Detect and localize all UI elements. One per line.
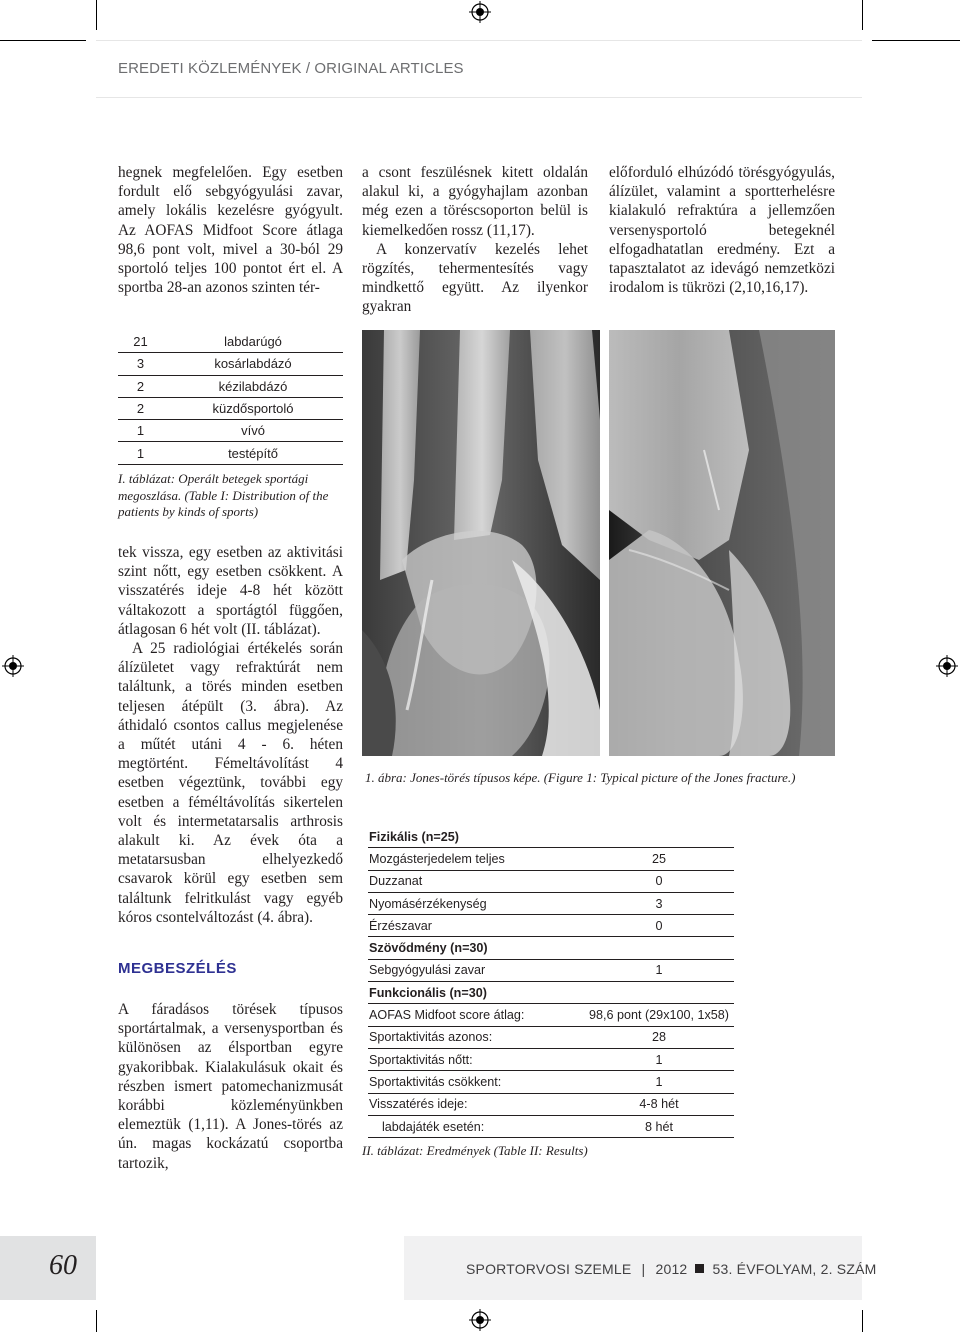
table-1-sports [118,331,343,465]
result-label: Sportaktivitás azonos: [368,1026,583,1048]
crop-mark [96,0,97,30]
athlete-count: 2 [118,397,163,419]
table-row [118,397,343,419]
crop-mark [96,1310,97,1332]
result-value [583,826,734,848]
result-value: 0 [583,870,734,892]
result-value: 3 [583,892,734,914]
footer-separator: | [641,1261,646,1277]
result-label: AOFAS Midfoot score átlag: [368,1004,583,1026]
result-label: Sebgyógyulási zavar [368,959,583,981]
table-row [118,331,343,353]
result-label: labdajáték esetén: [368,1115,583,1137]
table-row [368,826,734,848]
table-row [118,375,343,397]
result-label: Érzészavar [368,915,583,937]
page-number-box [96,1236,404,1300]
result-label: Duzzanat [368,870,583,892]
column-1-top [118,163,343,297]
xray-image-left [362,330,600,756]
crop-mark [872,40,960,41]
athlete-count: 2 [118,375,163,397]
table-row [368,1048,734,1070]
table-row [368,982,734,1004]
result-value: 8 hét [583,1115,734,1137]
body-paragraph: A 25 radiológiai értékelés során álízületet vagy refraktúrát nem találtunk, a törés minden esetben teljesen átépült (3. ábra). Az áthidaló csontos callus megjelenése a műtét utáni 4 - 6. héten megtörtént. Fémeltávolítást 4 esetben végeztünk, további egy esetben a féméltávolítás sikertelen volt és intermetatarsalis arthrosis alakult ki. Az évek óta a metatarsusban elhelyezkedő csavarok körül egy esetben sem találtunk felritkulást vagy egyéb kóros csontelváltozást (4. ábra). [118,640,343,926]
table-row [118,442,343,464]
result-value: 4-8 hét [583,1093,734,1115]
journal-year: 2012 [655,1261,688,1277]
athlete-count: 1 [118,442,163,464]
result-value: 1 [583,1048,734,1070]
athlete-count: 21 [118,331,163,353]
table-row [368,1004,734,1026]
result-value: 0 [583,915,734,937]
crop-mark [862,1310,863,1332]
table-row [368,848,734,870]
section-heading: MEGBESZÉLÉS [118,960,237,977]
registration-mark-icon [469,1309,491,1331]
journal-name: SPORTORVOSI SZEMLE [466,1261,632,1277]
body-paragraph: hegnek megfelelően. Egy esetben fordult elő sebgyógyulási zavar, amely lokális kezelésre gyógyult. Az AOFAS Midfoot Score átlaga 98,6 pont volt, mivel a 30-ból 29 sportoló teljes 100 pontot ért el. A sportba 28-an azonos szinten tér- [118,164,343,297]
column-3-top [609,163,835,297]
table-row [368,1115,734,1137]
body-paragraph: A konzervatív kezelés lehet rögzítés, tehermentesítés vagy mindkettő együtt. Az ilyenkor gyakran [362,240,588,316]
sport-name: labdarúgó [163,331,343,353]
square-bullet-icon [695,1264,704,1273]
table-row [368,1071,734,1093]
registration-mark-icon [936,655,958,677]
figure-1-caption-hu: 1. ábra: Jones-törés típusos képe. [365,770,541,785]
body-paragraph: A fáradásos törések típusos sportártalmak, a versenysportban és különösen az élsportban egyre gyakoribbak. Kialakulásuk okait és részben ismert patomechanizmusát korábbi közleményünkben elemeztük (1,11). A Jones-törés az ún. magas kockázatú csoportba tartozik, [118,1001,343,1172]
athlete-count: 1 [118,420,163,442]
result-value [583,937,734,959]
table-row [368,870,734,892]
footer-journal-info [466,1261,876,1277]
table-row [368,915,734,937]
column-1-results [118,543,343,927]
body-paragraph: előforduló elhúzódó törésgyógyulás, álízület, valamint a sportterhelésre kialakuló refraktúra a jellemzően versenysportoló betegeknél elfogadhatatlan eredmény. Ezt a tapasztalatot az idevágó nemzetközi irodalom is tükrözi (2,10,16,17). [609,164,835,297]
sport-name: vívó [163,420,343,442]
result-value: 1 [583,1071,734,1093]
figure-1-caption [365,770,835,787]
athlete-count: 3 [118,353,163,375]
table-2-results [368,826,734,1138]
result-label: Fizikális (n=25) [368,826,583,848]
table-1-caption: I. táblázat: Operált betegek sportági megoszlása. (Table I: Distribution of the patients by kinds of sports) [118,471,329,519]
figure-1-caption-en: (Figure 1: Typical picture of the Jones fracture.) [543,770,796,785]
result-label: Sportaktivitás nőtt: [368,1048,583,1070]
body-paragraph: tek vissza, egy esetben az aktivitási szint nőtt, egy esetben csökkent. A visszatérés ideje 4-8 hét között váltakozott a sportágtól függően, átlagosan 6 hét volt (II. táblázat). [118,544,343,638]
journal-volume: 53. ÉVFOLYAM, 2. SZÁM [712,1261,877,1277]
table-row [368,1093,734,1115]
column-1-discussion [118,1000,343,1173]
crop-mark [862,0,863,30]
sport-name: kézilabdázó [163,375,343,397]
result-label: Sportaktivitás csökkent: [368,1071,583,1093]
table-row [368,1026,734,1048]
table-row [368,959,734,981]
registration-mark-icon [469,1,491,23]
result-label: Mozgásterjedelem teljes [368,848,583,870]
table-row [118,420,343,442]
result-value: 98,6 pont (29x100, 1x58) [583,1004,734,1026]
section-header: EREDETI KÖZLEMÉNYEK / ORIGINAL ARTICLES [118,60,464,77]
sport-name: testépítő [163,442,343,464]
table-row [368,892,734,914]
registration-mark-icon [2,655,24,677]
result-value: 1 [583,959,734,981]
table-2-caption: II. táblázat: Eredmények (Table II: Results) [362,1143,588,1158]
result-value: 25 [583,848,734,870]
sport-name: kosárlabdázó [163,353,343,375]
result-label: Nyomásérzékenység [368,892,583,914]
table-row [368,937,734,959]
page-number: 60 [49,1250,77,1281]
result-value [583,982,734,1004]
column-2-top [362,163,588,317]
sport-name: küzdősportoló [163,397,343,419]
result-label: Szövődmény (n=30) [368,937,583,959]
result-value: 28 [583,1026,734,1048]
crop-mark [0,40,86,41]
xray-image-right [609,330,835,756]
body-paragraph: a csont feszülésnek kitett oldalán alakul ki, a gyógyhajlam azonban még ezen a töréscsoporton belül is kiemelkedően rossz (11,17). [362,164,588,239]
table-row [118,353,343,375]
result-label: Funkcionális (n=30) [368,982,583,1004]
result-label: Visszatérés ideje: [368,1093,583,1115]
